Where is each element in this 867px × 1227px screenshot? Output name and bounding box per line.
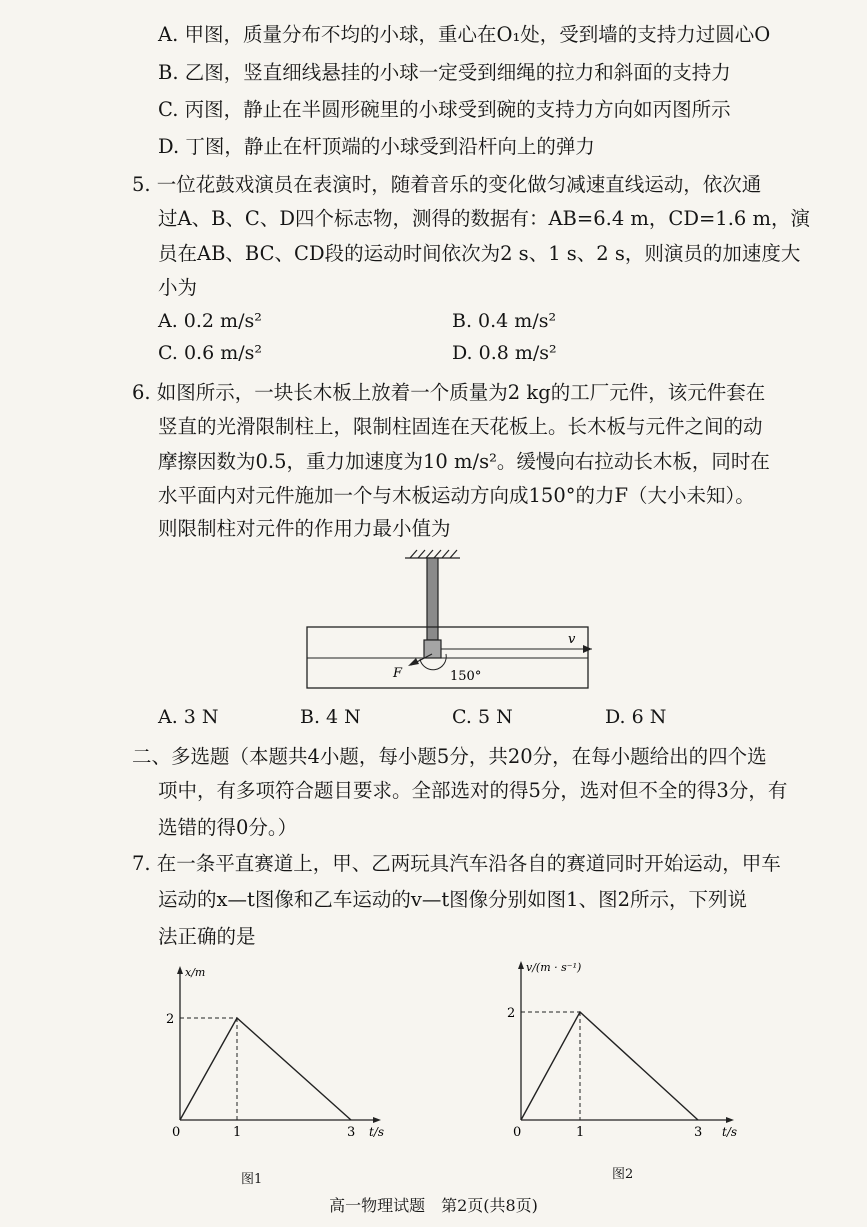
- q7-stem-line-3: 法正确的是: [158, 925, 256, 948]
- x-tick-label: 0: [513, 1125, 522, 1140]
- series-line-1: [521, 1012, 698, 1120]
- q4-option-b: B. 乙图，竖直细线悬挂的小球一定受到细绳的拉力和斜面的支持力: [158, 61, 731, 84]
- x-axis-arrow: [726, 1117, 734, 1123]
- q6-option-d: D. 6 N: [605, 706, 667, 728]
- y-axis-label: v/(m · s⁻¹): [526, 961, 582, 974]
- chart-figure-2: [500, 955, 750, 1147]
- q7-stem-line-2: 运动的x—t图像和乙车运动的v—t图像分别如图1、图2所示，下列说: [158, 888, 747, 911]
- q6-option-c: C. 5 N: [452, 706, 513, 728]
- force-label: F: [393, 666, 403, 681]
- q5-option-a: A. 0.2 m/s²: [158, 310, 262, 332]
- x-tick-label: 3: [347, 1125, 356, 1140]
- y-tick-label: 2: [166, 1012, 175, 1027]
- q4-option-a: A. 甲图，质量分布不均的小球，重心在O₁处，受到墙的支持力过圆心O: [158, 23, 771, 46]
- velocity-label: v: [568, 632, 576, 647]
- component-block: [424, 640, 441, 658]
- x-axis-label: t/s: [722, 1125, 738, 1139]
- y-axis-arrow: [518, 961, 524, 969]
- chart-2-caption: 图2: [612, 1167, 634, 1182]
- chart-figure-1: [160, 958, 400, 1150]
- page-footer: 高一物理试题 第2页(共8页): [329, 1196, 538, 1215]
- x-axis-arrow: [373, 1117, 381, 1123]
- series-line-0: [180, 1018, 351, 1120]
- y-axis-arrow: [177, 966, 183, 974]
- q6-option-b: B. 4 N: [300, 706, 361, 728]
- q6-stem-line-3: 摩擦因数为0.5，重力加速度为10 m/s²。缓慢向右拉动长木板，同时在: [158, 450, 770, 473]
- q5-stem-line-3: 员在AB、BC、CD段的运动时间依次为2 s、1 s、2 s，则演员的加速度大: [158, 242, 801, 265]
- q5-stem-line-4: 小为: [158, 276, 198, 299]
- section2-line-2: 项中，有多项符合题目要求。全部选对的得5分，选对但不全的得3分，有: [158, 779, 788, 802]
- q5-option-c: C. 0.6 m/s²: [158, 342, 262, 364]
- q7-stem-line-1: 7. 在一条平直赛道上，甲、乙两玩具汽车沿各自的赛道同时开始运动，甲车: [132, 852, 781, 875]
- chart-1-caption: 图1: [241, 1172, 263, 1187]
- q5-option-b: B. 0.4 m/s²: [452, 310, 557, 332]
- q6-figure: [300, 548, 600, 698]
- q5-stem-line-1: 5. 一位花鼓戏演员在表演时，随着音乐的变化做匀减速直线运动，依次通: [132, 173, 762, 196]
- angle-label: 150°: [450, 669, 482, 684]
- y-axis-label: x/m: [185, 966, 206, 979]
- q4-option-d: D. 丁图，静止在杆顶端的小球受到沿杆向上的弹力: [158, 135, 595, 158]
- section2-line-3: 选错的得0分。）: [158, 816, 298, 839]
- q4-option-c: C. 丙图，静止在半圆形碗里的小球受到碗的支持力方向如丙图所示: [158, 98, 731, 121]
- q6-stem-line-1: 6. 如图所示，一块长木板上放着一个质量为2 kg的工厂元件，该元件套在: [132, 381, 766, 404]
- q6-stem-line-2: 竖直的光滑限制柱上，限制柱固连在天花板上。长木板与元件之间的动: [158, 415, 763, 438]
- section2-line-1: 二、多选题（本题共4小题，每小题5分，共20分，在每小题给出的四个选: [132, 745, 767, 768]
- ceiling-hatch: [405, 550, 460, 558]
- x-tick-label: 1: [233, 1125, 242, 1140]
- q5-option-d: D. 0.8 m/s²: [452, 342, 557, 364]
- q6-stem-line-5: 则限制柱对元件的作用力最小值为: [158, 517, 451, 540]
- y-tick-label: 2: [507, 1006, 516, 1021]
- x-tick-label: 0: [172, 1125, 181, 1140]
- q6-stem-line-4: 水平面内对元件施加一个与木板运动方向成150°的力F（大小未知）。: [158, 484, 755, 507]
- x-tick-label: 1: [576, 1125, 585, 1140]
- restriction-column: [427, 558, 438, 640]
- x-axis-label: t/s: [369, 1125, 385, 1139]
- q5-stem-line-2: 过A、B、C、D四个标志物，测得的数据有：AB=6.4 m，CD=1.6 m，演: [158, 207, 811, 230]
- x-tick-label: 3: [694, 1125, 703, 1140]
- q6-option-a: A. 3 N: [158, 706, 219, 728]
